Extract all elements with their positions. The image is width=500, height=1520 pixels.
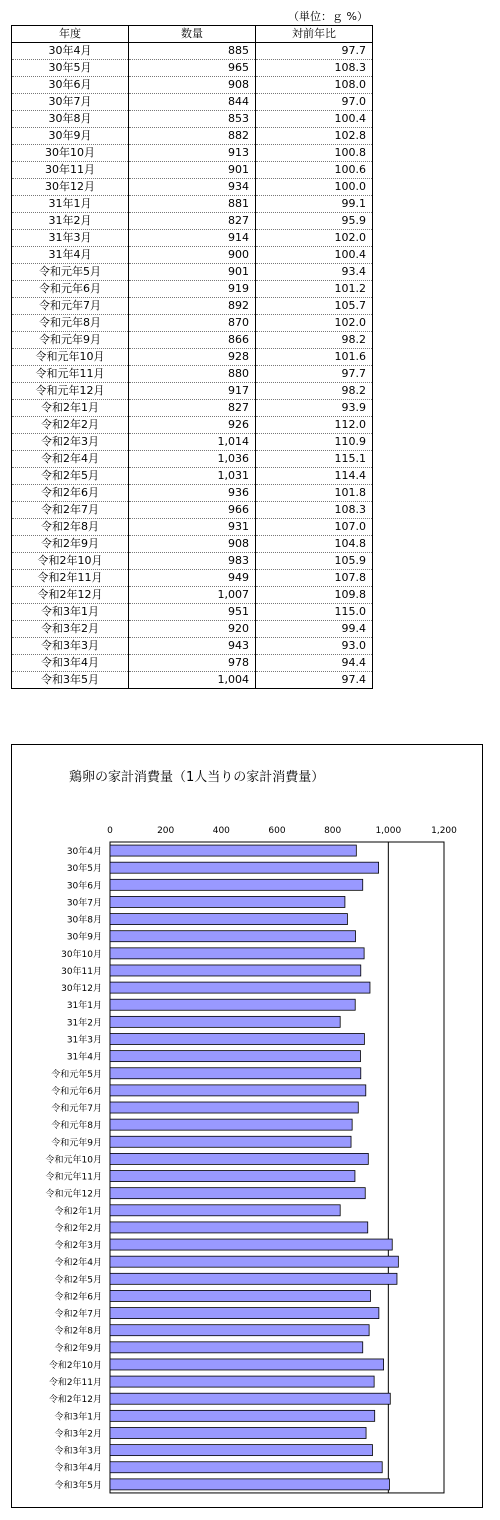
bar (110, 1033, 364, 1044)
period-cell: 令和3年2月 (12, 621, 129, 638)
table-row (12, 570, 373, 587)
yoy-cell: 101.2 (256, 281, 373, 298)
chart-svg (12, 745, 484, 1509)
period-cell: 30年5月 (12, 60, 129, 77)
yoy-cell: 93.0 (256, 638, 373, 655)
bar (110, 1359, 384, 1370)
period-cell: 30年8月 (12, 111, 129, 128)
bar (110, 965, 361, 976)
period-cell: 30年9月 (12, 128, 129, 145)
unit-label: （単位：ｇ %） (288, 10, 368, 23)
y-category-label: 令和2年4月 (54, 1258, 102, 1269)
y-category-label: 30年10月 (61, 949, 102, 960)
quantity-cell: 901 (129, 264, 256, 281)
table-row (12, 315, 373, 332)
period-cell: 令和2年12月 (12, 587, 129, 604)
y-category-label: 30年11月 (61, 966, 102, 977)
quantity-cell: 827 (129, 400, 256, 417)
period-cell: 令和2年3月 (12, 434, 129, 451)
y-category-label: 31年4月 (66, 1052, 102, 1063)
bar (110, 948, 364, 959)
period-cell: 30年7月 (12, 94, 129, 111)
period-cell: 令和元年7月 (12, 298, 129, 315)
period-cell: 令和元年6月 (12, 281, 129, 298)
yoy-cell: 102.0 (256, 315, 373, 332)
quantity-cell: 919 (129, 281, 256, 298)
period-cell: 31年3月 (12, 230, 129, 247)
period-cell: 30年11月 (12, 162, 129, 179)
yoy-cell: 98.2 (256, 383, 373, 400)
bar (110, 1308, 379, 1319)
period-cell: 令和元年9月 (12, 332, 129, 349)
quantity-cell: 866 (129, 332, 256, 349)
yoy-cell: 105.9 (256, 553, 373, 570)
quantity-cell: 917 (129, 383, 256, 400)
header-period: 年度 (12, 26, 129, 43)
table-row (12, 94, 373, 111)
bar (110, 999, 355, 1010)
bar (110, 1188, 365, 1199)
period-cell: 令和2年6月 (12, 485, 129, 502)
y-category-label: 令和2年2月 (54, 1223, 102, 1234)
bar (110, 1016, 340, 1027)
quantity-cell: 978 (129, 655, 256, 672)
table-row (12, 502, 373, 519)
bar (110, 1393, 390, 1404)
quantity-cell: 1,007 (129, 587, 256, 604)
quantity-cell: 870 (129, 315, 256, 332)
table-row (12, 179, 373, 196)
bar (110, 1222, 368, 1233)
yoy-cell: 107.0 (256, 519, 373, 536)
period-cell: 30年4月 (12, 43, 129, 60)
x-tick-label: 600 (268, 826, 286, 836)
bar (110, 1256, 398, 1267)
yoy-cell: 114.4 (256, 468, 373, 485)
yoy-cell: 101.6 (256, 349, 373, 366)
table-row (12, 145, 373, 162)
bar (110, 1239, 392, 1250)
y-category-label: 令和2年6月 (54, 1292, 102, 1303)
bar (110, 1342, 363, 1353)
table-row (12, 247, 373, 264)
quantity-cell: 885 (129, 43, 256, 60)
quantity-cell: 882 (129, 128, 256, 145)
bar (110, 1051, 361, 1062)
quantity-cell: 901 (129, 162, 256, 179)
yoy-cell: 100.4 (256, 111, 373, 128)
table-row (12, 213, 373, 230)
yoy-cell: 102.8 (256, 128, 373, 145)
y-category-label: 30年12月 (61, 984, 102, 995)
period-cell: 令和3年4月 (12, 655, 129, 672)
y-category-label: 令和3年2月 (54, 1429, 102, 1440)
quantity-cell: 908 (129, 536, 256, 553)
yoy-cell: 97.7 (256, 366, 373, 383)
quantity-cell: 928 (129, 349, 256, 366)
y-category-label: 令和2年9月 (54, 1343, 102, 1354)
period-cell: 令和2年5月 (12, 468, 129, 485)
bar (110, 1479, 389, 1490)
table-row (12, 43, 373, 60)
table-row (12, 434, 373, 451)
y-category-label: 令和元年10月 (45, 1155, 102, 1166)
quantity-cell: 1,004 (129, 672, 256, 689)
table-row (12, 536, 373, 553)
table-row (12, 298, 373, 315)
quantity-cell: 1,014 (129, 434, 256, 451)
yoy-cell: 97.0 (256, 94, 373, 111)
yoy-cell: 93.4 (256, 264, 373, 281)
yoy-cell: 100.4 (256, 247, 373, 264)
yoy-cell: 99.4 (256, 621, 373, 638)
yoy-cell: 93.9 (256, 400, 373, 417)
bar (110, 1445, 372, 1456)
table-row (12, 417, 373, 434)
quantity-cell: 949 (129, 570, 256, 587)
yoy-cell: 104.8 (256, 536, 373, 553)
y-category-label: 令和元年8月 (51, 1121, 102, 1132)
bar (110, 914, 347, 925)
y-category-label: 令和元年5月 (51, 1069, 102, 1080)
yoy-cell: 97.4 (256, 672, 373, 689)
period-cell: 令和元年10月 (12, 349, 129, 366)
quantity-cell: 965 (129, 60, 256, 77)
period-cell: 令和元年11月 (12, 366, 129, 383)
quantity-cell: 900 (129, 247, 256, 264)
quantity-cell: 880 (129, 366, 256, 383)
bar (110, 1325, 369, 1336)
yoy-cell: 107.8 (256, 570, 373, 587)
y-category-label: 令和3年5月 (54, 1480, 102, 1491)
period-cell: 令和2年4月 (12, 451, 129, 468)
quantity-cell: 936 (129, 485, 256, 502)
table-row (12, 196, 373, 213)
quantity-cell: 853 (129, 111, 256, 128)
yoy-cell: 112.0 (256, 417, 373, 434)
period-cell: 31年2月 (12, 213, 129, 230)
y-category-label: 31年3月 (66, 1035, 102, 1046)
y-category-label: 令和2年5月 (54, 1275, 102, 1286)
table-row (12, 655, 373, 672)
header-quantity: 数量 (129, 26, 256, 43)
period-cell: 令和2年8月 (12, 519, 129, 536)
x-tick-label: 1,200 (431, 826, 457, 836)
period-cell: 31年1月 (12, 196, 129, 213)
y-category-label: 令和2年12月 (48, 1395, 102, 1406)
quantity-cell: 943 (129, 638, 256, 655)
table-row (12, 587, 373, 604)
yoy-cell: 100.6 (256, 162, 373, 179)
table-row (12, 519, 373, 536)
y-category-label: 令和2年3月 (54, 1241, 102, 1252)
table-row (12, 281, 373, 298)
quantity-cell: 926 (129, 417, 256, 434)
y-category-label: 令和3年1月 (54, 1412, 102, 1423)
table-row (12, 485, 373, 502)
period-cell: 令和2年10月 (12, 553, 129, 570)
yoy-cell: 109.8 (256, 587, 373, 604)
period-cell: 30年6月 (12, 77, 129, 94)
y-category-label: 令和元年12月 (45, 1189, 102, 1200)
bar (110, 1290, 371, 1301)
yoy-cell: 115.1 (256, 451, 373, 468)
consumption-table (11, 25, 373, 689)
quantity-cell: 920 (129, 621, 256, 638)
table-row (12, 332, 373, 349)
yoy-cell: 97.7 (256, 43, 373, 60)
yoy-cell: 100.8 (256, 145, 373, 162)
bar (110, 1410, 375, 1421)
period-cell: 31年4月 (12, 247, 129, 264)
bar (110, 1462, 382, 1473)
quantity-cell: 914 (129, 230, 256, 247)
quantity-cell: 908 (129, 77, 256, 94)
period-cell: 令和2年1月 (12, 400, 129, 417)
table-row (12, 366, 373, 383)
period-cell: 令和元年8月 (12, 315, 129, 332)
y-category-label: 令和元年7月 (51, 1104, 102, 1115)
yoy-cell: 94.4 (256, 655, 373, 672)
y-category-label: 令和元年11月 (45, 1172, 102, 1183)
bar (110, 1136, 351, 1147)
bar (110, 845, 356, 856)
x-tick-label: 400 (212, 826, 230, 836)
y-category-label: 30年5月 (66, 864, 102, 875)
period-cell: 令和元年5月 (12, 264, 129, 281)
period-cell: 令和3年1月 (12, 604, 129, 621)
period-cell: 令和3年5月 (12, 672, 129, 689)
y-category-label: 31年2月 (66, 1018, 102, 1029)
y-category-label: 30年9月 (66, 932, 102, 943)
table-row (12, 621, 373, 638)
y-category-label: 30年7月 (66, 898, 102, 909)
y-category-label: 令和2年8月 (54, 1326, 102, 1337)
y-category-label: 30年6月 (66, 881, 102, 892)
y-category-label: 令和元年6月 (51, 1086, 102, 1097)
yoy-cell: 108.3 (256, 60, 373, 77)
yoy-cell: 110.9 (256, 434, 373, 451)
table-row (12, 77, 373, 94)
header-yoy: 対前年比 (256, 26, 373, 43)
table-row (12, 264, 373, 281)
x-tick-label: 200 (157, 826, 175, 836)
yoy-cell: 95.9 (256, 213, 373, 230)
y-category-label: 31年1月 (66, 1001, 102, 1012)
quantity-cell: 934 (129, 179, 256, 196)
yoy-cell: 98.2 (256, 332, 373, 349)
table-row (12, 162, 373, 179)
quantity-cell: 844 (129, 94, 256, 111)
yoy-cell: 115.0 (256, 604, 373, 621)
bar (110, 1273, 397, 1284)
period-cell: 令和2年7月 (12, 502, 129, 519)
period-cell: 令和2年2月 (12, 417, 129, 434)
x-tick-label: 800 (324, 826, 342, 836)
bar (110, 896, 345, 907)
bar-chart (11, 744, 483, 1508)
period-cell: 令和2年11月 (12, 570, 129, 587)
quantity-cell: 1,036 (129, 451, 256, 468)
y-category-label: 令和3年4月 (54, 1463, 102, 1474)
y-category-label: 令和2年11月 (48, 1378, 102, 1389)
yoy-cell: 100.0 (256, 179, 373, 196)
y-category-label: 令和元年9月 (51, 1138, 102, 1149)
yoy-cell: 101.8 (256, 485, 373, 502)
yoy-cell: 108.3 (256, 502, 373, 519)
table-header-row (12, 26, 373, 43)
quantity-cell: 1,031 (129, 468, 256, 485)
table-row (12, 451, 373, 468)
quantity-cell: 881 (129, 196, 256, 213)
table-row (12, 400, 373, 417)
period-cell: 令和元年12月 (12, 383, 129, 400)
y-category-label: 令和2年10月 (48, 1360, 102, 1371)
quantity-cell: 913 (129, 145, 256, 162)
table-row (12, 111, 373, 128)
x-tick-label: 0 (107, 826, 113, 836)
y-category-label: 30年4月 (66, 847, 102, 858)
table-row (12, 349, 373, 366)
x-tick-label: 1,000 (375, 826, 402, 836)
bar (110, 1085, 366, 1096)
bar (110, 1102, 358, 1113)
bar (110, 982, 370, 993)
quantity-cell: 892 (129, 298, 256, 315)
bar (110, 879, 363, 890)
table-row (12, 604, 373, 621)
yoy-cell: 99.1 (256, 196, 373, 213)
bar (110, 931, 355, 942)
quantity-cell: 951 (129, 604, 256, 621)
bar (110, 1153, 368, 1164)
bar (110, 1376, 374, 1387)
period-cell: 30年10月 (12, 145, 129, 162)
yoy-cell: 108.0 (256, 77, 373, 94)
yoy-cell: 102.0 (256, 230, 373, 247)
period-cell: 令和2年9月 (12, 536, 129, 553)
table-row (12, 230, 373, 247)
period-cell: 30年12月 (12, 179, 129, 196)
table-row (12, 60, 373, 77)
y-category-label: 令和2年1月 (54, 1206, 102, 1217)
table-row (12, 553, 373, 570)
quantity-cell: 827 (129, 213, 256, 230)
quantity-cell: 931 (129, 519, 256, 536)
chart-title: 鶏卵の家計消費量（1人当りの家計消費量） (69, 770, 325, 785)
bar (110, 1171, 355, 1182)
bar (110, 1119, 352, 1130)
table-row (12, 638, 373, 655)
table-row (12, 468, 373, 485)
period-cell: 令和3年3月 (12, 638, 129, 655)
quantity-cell: 983 (129, 553, 256, 570)
y-category-label: 令和2年7月 (54, 1309, 102, 1320)
bar (110, 1068, 361, 1079)
table-row (12, 128, 373, 145)
table-row (12, 383, 373, 400)
yoy-cell: 105.7 (256, 298, 373, 315)
bar (110, 1205, 340, 1216)
quantity-cell: 966 (129, 502, 256, 519)
bar (110, 862, 379, 873)
y-category-label: 令和3年3月 (54, 1446, 102, 1457)
table-row (12, 672, 373, 689)
bar (110, 1427, 366, 1438)
y-category-label: 30年8月 (66, 915, 102, 926)
